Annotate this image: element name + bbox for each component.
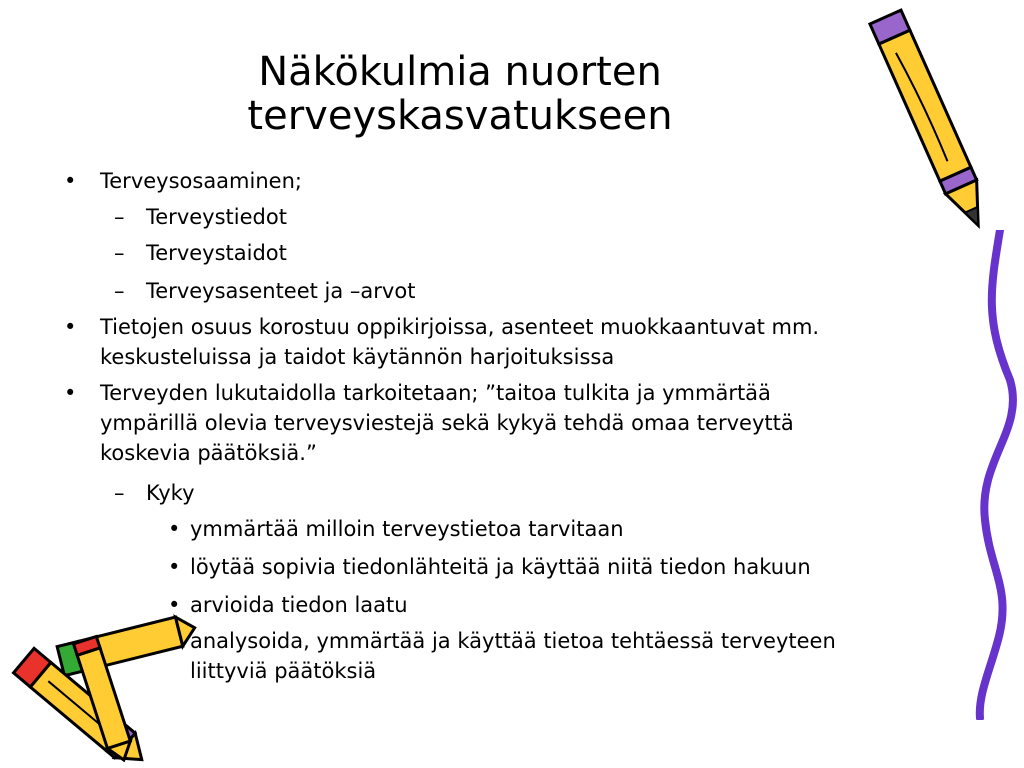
list-item: Kyky bbox=[146, 481, 195, 505]
list-item: Tietojen osuus korostuu oppikirjoissa, asenteet muokkaantuvat mm. bbox=[100, 315, 820, 339]
bullet-marker: • bbox=[168, 517, 181, 541]
list-item-continuation: koskevia päätöksiä.” bbox=[100, 441, 317, 465]
list-item-continuation: ympärillä olevia terveysviestejä sekä kykyä tehdä omaa terveyttä bbox=[100, 411, 794, 435]
dash-marker: – bbox=[114, 205, 125, 229]
list-item: Terveystaidot bbox=[146, 241, 287, 265]
list-item: Terveysasenteet ja –arvot bbox=[146, 279, 416, 303]
list-item: ymmärtää milloin terveystietoa tarvitaan bbox=[190, 517, 624, 541]
pencils-icon bbox=[0, 612, 200, 762]
title-line-2: terveyskasvatukseen bbox=[247, 93, 673, 139]
bullet-marker: • bbox=[168, 593, 181, 617]
dash-marker: – bbox=[114, 279, 125, 303]
list-item-continuation: keskusteluissa ja taidot käytännön harjoituksissa bbox=[100, 345, 615, 369]
list-item: löytää sopivia tiedonlähteitä ja käyttää niitä tiedon hakuun bbox=[190, 555, 811, 579]
bullet-marker: • bbox=[64, 315, 77, 339]
list-item: Terveyden lukutaidolla tarkoitetaan; ”taitoa tulkita ja ymmärtää bbox=[100, 381, 771, 405]
squiggle-line bbox=[950, 230, 1024, 720]
title-line-1: Näkökulmia nuorten bbox=[258, 49, 662, 95]
list-item: analysoida, ymmärtää ja käyttää tietoa tehtäessä terveyteen bbox=[190, 629, 836, 653]
list-item-continuation: liittyviä päätöksiä bbox=[190, 659, 377, 683]
pencil-icon bbox=[855, 0, 1005, 245]
list-item: Terveysosaaminen; bbox=[100, 169, 302, 193]
list-item: Terveystiedot bbox=[146, 205, 287, 229]
dash-marker: – bbox=[114, 481, 125, 505]
list-item: arvioida tiedon laatu bbox=[190, 593, 408, 617]
bullet-marker: • bbox=[168, 555, 181, 579]
bullet-marker: • bbox=[64, 381, 77, 405]
dash-marker: – bbox=[114, 241, 125, 265]
bullet-marker: • bbox=[64, 169, 77, 193]
